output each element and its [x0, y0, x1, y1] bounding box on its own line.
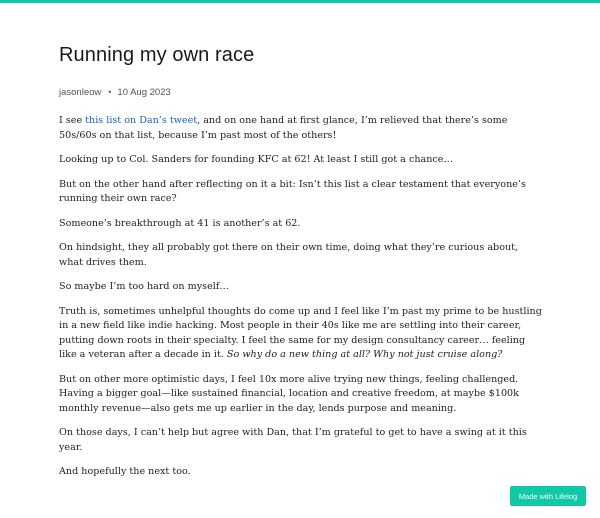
paragraph-1 [59, 114, 545, 143]
paragraph-7 [59, 305, 545, 363]
paragraph-9: On those days, I can’t help but agree with Dan, that I’m grateful to get to have a swing at it this year. [59, 427, 527, 453]
post-date: 10 Aug 2023 [117, 87, 171, 98]
paragraph-1-text-start: I see [59, 115, 86, 126]
paragraph-1-text-end: , and on one hand at first glance, I’m relieved that there’s some 50s/60s on that list, because I’m past most of the others! [59, 115, 508, 141]
post-body [59, 114, 545, 490]
paragraph-7-italic: So why do a new thing at all? Why not just cruise along? [226, 349, 503, 360]
paragraph-2: Looking up to Col. Sanders for founding KFC at 62! At least I still got a chance… [59, 154, 454, 165]
meta-separator: • [108, 87, 112, 97]
post-meta [59, 87, 171, 98]
post-author[interactable]: jasonleow [59, 87, 102, 98]
dans-tweet-link[interactable]: this list on Dan’s tweet [85, 115, 198, 126]
paragraph-10: And hopefully the next too. [59, 466, 191, 477]
paragraph-5: On hindsight, they all probably got there on their own time, doing what they’re curious about, what drives them. [59, 242, 519, 268]
paragraph-7-text: Truth is, sometimes unhelpful thoughts do come up and I feel like I’m past my prime to be hustling in a new field like indie hacking. Most people in their 40s like me are settling into their career, putting down roots in their specialty. I feel the same for my design consultancy career… feeling like a veteran after a decade in it. [59, 305, 542, 360]
paragraph-4: Someone’s breakthrough at 41 is another’s at 62. [59, 217, 301, 229]
top-accent-bar [0, 0, 600, 3]
paragraph-6: So maybe I’m too hard on myself… [59, 281, 229, 292]
post-title: Running my own race [59, 44, 255, 66]
paragraph-8: But on other more optimistic days, I feel 10x more alive trying new things, feeling challenged. Having a bigger goal—like sustained financial, location and creative freedom, at maybe $100k monthly revenue—also gets me up earlier in the day, lends purpose and meaning. [59, 373, 519, 414]
paragraph-3: But on the other hand after reflecting on it a bit: Isn’t this list a clear testament that everyone’s running their own race? [59, 178, 526, 204]
made-with-lifelog-button[interactable]: Made with Lifelog [510, 486, 586, 506]
